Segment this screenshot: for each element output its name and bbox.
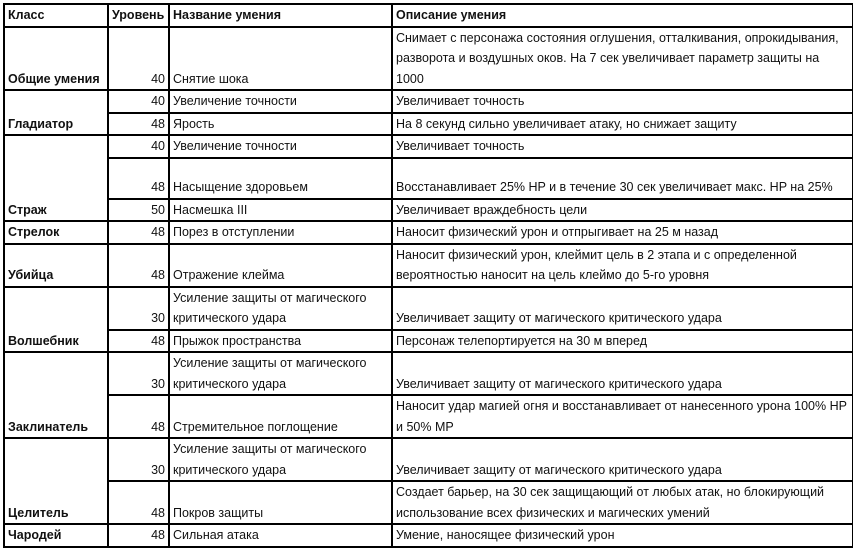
skill-name-cell: Снятие шока bbox=[169, 27, 392, 91]
skill-name-cell: Покров защиты bbox=[169, 481, 392, 524]
header-class: Класс bbox=[4, 4, 108, 27]
table-row bbox=[4, 244, 853, 287]
table-row bbox=[4, 158, 853, 199]
level-cell: 40 bbox=[108, 90, 169, 113]
table-row bbox=[4, 287, 853, 330]
level-cell: 40 bbox=[108, 135, 169, 158]
skill-name-cell: Усиление защиты от магического критического удара bbox=[169, 438, 392, 481]
table-row bbox=[4, 27, 853, 91]
header-row bbox=[4, 4, 853, 27]
table-row bbox=[4, 481, 853, 524]
level-cell: 48 bbox=[108, 221, 169, 244]
skill-description-cell: Снимает с персонажа состояния оглушения, отталкивания, опрокидывания, разворота и воздушных оков. На 7 сек увеличивает параметр защиты на 1000 bbox=[392, 27, 853, 91]
header-level: Уровень bbox=[108, 4, 169, 27]
skill-description-cell: Наносит удар магией огня и восстанавливает от нанесенного урона 100% HP и 50% MP bbox=[392, 395, 853, 438]
table-row bbox=[4, 90, 853, 113]
table-row bbox=[4, 199, 853, 222]
class-cell: Убийца bbox=[4, 244, 108, 287]
skill-name-cell: Сильная атака bbox=[169, 524, 392, 547]
skill-description-cell: Наносит физический урон и отпрыгивает на 25 м назад bbox=[392, 221, 853, 244]
skill-description-cell: Увеличивает точность bbox=[392, 135, 853, 158]
level-cell: 48 bbox=[108, 395, 169, 438]
header-name: Название умения bbox=[169, 4, 392, 27]
skill-description-cell: Увеличивает точность bbox=[392, 90, 853, 113]
skill-description-cell: На 8 секунд сильно увеличивает атаку, но снижает защиту bbox=[392, 113, 853, 136]
level-cell: 30 bbox=[108, 352, 169, 395]
level-cell: 48 bbox=[108, 330, 169, 353]
table-row bbox=[4, 135, 853, 158]
skill-name-cell: Насмешка III bbox=[169, 199, 392, 222]
table-row bbox=[4, 330, 853, 353]
skill-name-cell: Насыщение здоровьем bbox=[169, 158, 392, 199]
table-row bbox=[4, 113, 853, 136]
level-cell: 48 bbox=[108, 481, 169, 524]
class-cell: Заклинатель bbox=[4, 352, 108, 438]
class-cell: Гладиатор bbox=[4, 90, 108, 135]
level-cell: 30 bbox=[108, 438, 169, 481]
class-cell: Страж bbox=[4, 135, 108, 221]
level-cell: 48 bbox=[108, 524, 169, 547]
skill-name-cell: Отражение клейма bbox=[169, 244, 392, 287]
skill-description-cell: Увеличивает враждебность цели bbox=[392, 199, 853, 222]
table-row bbox=[4, 524, 853, 547]
skill-description-cell: Персонаж телепортируется на 30 м вперед bbox=[392, 330, 853, 353]
class-cell: Чародей bbox=[4, 524, 108, 547]
class-cell: Общие умения bbox=[4, 27, 108, 91]
skill-name-cell: Усиление защиты от магического критического удара bbox=[169, 287, 392, 330]
skill-name-cell: Увеличение точности bbox=[169, 135, 392, 158]
level-cell: 30 bbox=[108, 287, 169, 330]
table-row bbox=[4, 395, 853, 438]
skill-name-cell: Усиление защиты от магического критического удара bbox=[169, 352, 392, 395]
level-cell: 40 bbox=[108, 27, 169, 91]
level-cell: 48 bbox=[108, 113, 169, 136]
skill-name-cell: Ярость bbox=[169, 113, 392, 136]
skill-description-cell: Создает барьер, на 30 сек защищающий от любых атак, но блокирующий использование всех физических и магических умений bbox=[392, 481, 853, 524]
table-row bbox=[4, 352, 853, 395]
skill-name-cell: Увеличение точности bbox=[169, 90, 392, 113]
level-cell: 48 bbox=[108, 158, 169, 199]
class-cell: Волшебник bbox=[4, 287, 108, 353]
skills-body bbox=[4, 27, 853, 547]
table-row bbox=[4, 438, 853, 481]
skill-name-cell: Прыжок пространства bbox=[169, 330, 392, 353]
class-cell: Целитель bbox=[4, 438, 108, 524]
skill-description-cell: Увеличивает защиту от магического критического удара bbox=[392, 287, 853, 330]
table-row bbox=[4, 221, 853, 244]
skill-description-cell: Умение, наносящее физический урон bbox=[392, 524, 853, 547]
header-description: Описание умения bbox=[392, 4, 853, 27]
level-cell: 48 bbox=[108, 244, 169, 287]
skills-table bbox=[3, 3, 853, 548]
class-cell: Стрелок bbox=[4, 221, 108, 244]
level-cell: 50 bbox=[108, 199, 169, 222]
skill-description-cell: Увеличивает защиту от магического критического удара bbox=[392, 438, 853, 481]
skill-description-cell: Восстанавливает 25% HP и в течение 30 сек увеличивает макс. HP на 25% bbox=[392, 158, 853, 199]
skill-name-cell: Порез в отступлении bbox=[169, 221, 392, 244]
skill-description-cell: Увеличивает защиту от магического критического удара bbox=[392, 352, 853, 395]
skill-description-cell: Наносит физический урон, клеймит цель в 2 этапа и с определенной вероятностью наносит на цель клеймо до 5-го уровня bbox=[392, 244, 853, 287]
skill-name-cell: Стремительное поглощение bbox=[169, 395, 392, 438]
